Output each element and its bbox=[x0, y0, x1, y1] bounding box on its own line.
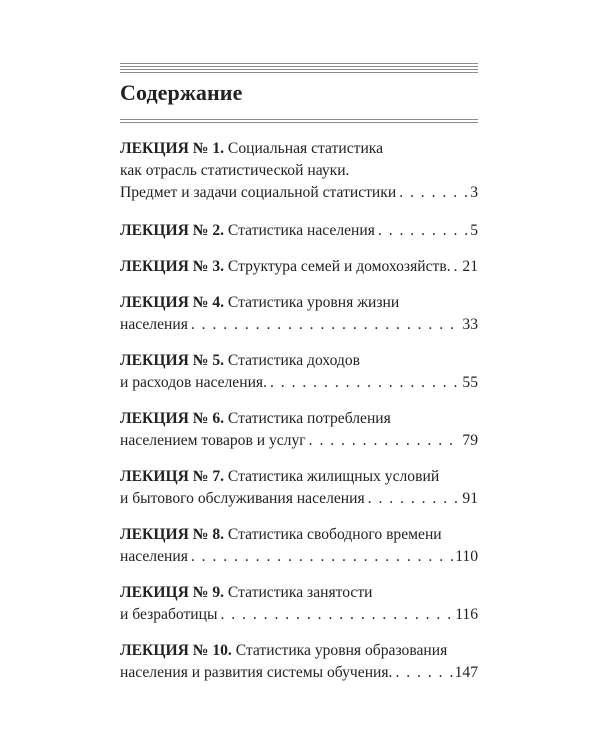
dot-leader bbox=[267, 372, 460, 394]
lecture-title-line: Статистика населения bbox=[227, 222, 375, 239]
page-number: 5 bbox=[470, 222, 478, 239]
header-rule bbox=[120, 63, 478, 75]
dot-leader bbox=[375, 220, 468, 242]
lecture-number: ЛЕКЦИЯ № 10. bbox=[120, 642, 232, 659]
toc-entry[interactable] bbox=[120, 256, 478, 278]
page-number: 55 bbox=[462, 374, 478, 391]
toc-entry[interactable] bbox=[120, 220, 478, 242]
lecture-number: ЛЕКЦИЯ № 4. bbox=[120, 294, 225, 311]
lecture-title-line: Предмет и задачи социальной статистики bbox=[120, 184, 397, 201]
lecture-title-line: Статистика уровня жизни bbox=[227, 294, 400, 311]
lecture-title-line: населения bbox=[120, 316, 188, 333]
lecture-title-line: населения bbox=[120, 548, 188, 565]
toc-entry[interactable] bbox=[120, 524, 478, 568]
lecture-title-line: Статистика уровня образования bbox=[235, 642, 448, 659]
lecture-number: ЛЕКЦИЯ № 1. bbox=[120, 140, 225, 157]
toc-entry[interactable] bbox=[120, 292, 478, 336]
page-number: 3 bbox=[470, 184, 478, 201]
lecture-title-line: как отрасль статистической науки. bbox=[120, 162, 350, 179]
lecture-number: ЛЕКЦИЯ № 3. bbox=[120, 258, 225, 275]
lecture-title-line: населением товаров и услуг bbox=[120, 432, 306, 449]
toc-entry[interactable] bbox=[120, 466, 478, 510]
lecture-title-line: и безработицы bbox=[120, 606, 218, 623]
lecture-title-line: Статистика жилищных условий bbox=[227, 468, 440, 485]
page-number: 79 bbox=[462, 432, 478, 449]
lecture-title-line: Статистика занятости bbox=[227, 584, 373, 601]
page-title: Содержание bbox=[120, 80, 243, 105]
lecture-title-line: Статистика потребления bbox=[227, 410, 391, 427]
dot-leader bbox=[392, 662, 452, 684]
lecture-number: ЛЕКИЦЯ № 9. bbox=[120, 584, 225, 601]
lecture-title-line: и расходов населения. bbox=[120, 374, 267, 391]
toc-entry[interactable] bbox=[120, 640, 478, 684]
toc-entry[interactable] bbox=[120, 350, 478, 394]
lecture-title-line: Статистика свободного времени bbox=[227, 526, 442, 543]
dot-leader bbox=[365, 488, 461, 510]
page-number: 21 bbox=[462, 258, 478, 275]
lecture-title-line: Структура семей и домохозяйств. bbox=[227, 258, 451, 275]
page-number: 110 bbox=[455, 548, 478, 565]
toc-entry[interactable] bbox=[120, 408, 478, 452]
dot-leader bbox=[188, 546, 453, 568]
lecture-number: ЛЕКЦИЯ № 6. bbox=[120, 410, 225, 427]
lecture-title-line: населения и развития системы обучения. bbox=[120, 664, 393, 681]
lecture-title-line: Социальная статистика bbox=[227, 140, 384, 157]
dot-leader bbox=[451, 256, 461, 278]
toc-entry[interactable] bbox=[120, 582, 478, 626]
page-number: 116 bbox=[455, 606, 478, 623]
page-number: 33 bbox=[462, 316, 478, 333]
table-of-contents bbox=[120, 138, 478, 698]
dot-leader bbox=[306, 430, 461, 452]
page-number: 147 bbox=[454, 664, 478, 681]
lecture-number: ЛЕКЦИЯ № 2. bbox=[120, 222, 225, 239]
lecture-number: ЛЕКЦИЯ № 8. bbox=[120, 526, 225, 543]
dot-leader bbox=[188, 314, 461, 336]
lecture-title-line: Статистика доходов bbox=[227, 352, 361, 369]
dot-leader bbox=[396, 182, 468, 204]
title-underline-rule bbox=[120, 119, 478, 125]
lecture-title-line: и бытового обслуживания населения bbox=[120, 490, 365, 507]
dot-leader bbox=[217, 604, 453, 626]
lecture-number: ЛЕКЦИЯ № 5. bbox=[120, 352, 225, 369]
toc-entry[interactable] bbox=[120, 138, 478, 204]
page-number: 91 bbox=[462, 490, 478, 507]
lecture-number: ЛЕКИЦЯ № 7. bbox=[120, 468, 225, 485]
